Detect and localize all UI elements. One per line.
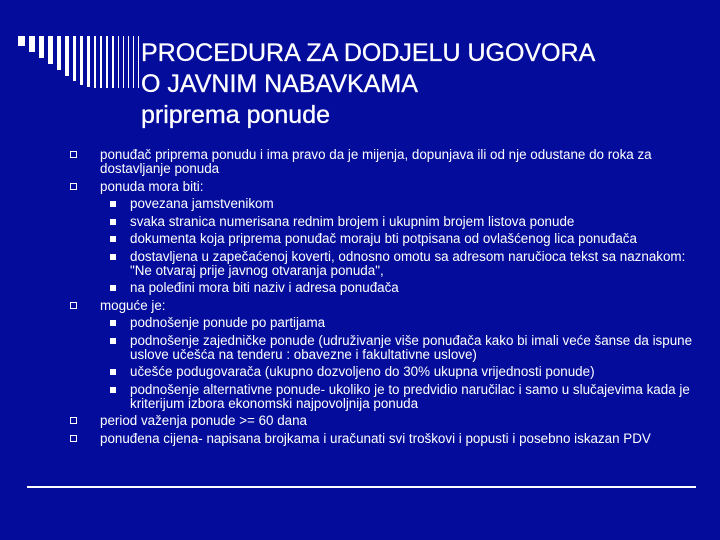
decorative-bar-strip xyxy=(18,36,148,88)
bullet-text: ponuđena cijena- napisana brojkama i uračunati svi troškovi i popusti i posebno iskazan PDV xyxy=(100,430,651,446)
sub-bullet-text: učešće podugovarača (ukupno dozvoljeno do 30% ukupna vrijednosti ponude) xyxy=(130,364,595,379)
filled-square-bullet-icon xyxy=(110,387,116,393)
slide-title xyxy=(141,38,701,131)
sub-bullet-item xyxy=(70,215,698,229)
bullet-item xyxy=(70,180,698,194)
bullet-item xyxy=(70,148,698,176)
bullet-text: period važenja ponude >= 60 dana xyxy=(100,413,307,428)
filled-square-bullet-icon xyxy=(110,369,116,375)
sub-bullet-text: na poleđini mora biti naziv i adresa ponuđača xyxy=(130,280,399,295)
sub-bullet-text: dostavljena u zapečaćenoj koverti, odnosno omotu sa adresom naručioca tekst sa naznakom: "Ne otvaraj prije javnog otvaranja ponuda", xyxy=(130,248,686,278)
bullet-text: ponuđač priprema ponudu i ima pravo da je mijenja, dopunjava ili od nje odustane do roka za dostavljanje ponuda xyxy=(100,147,652,176)
bullet-item xyxy=(70,299,698,313)
bottom-divider xyxy=(27,486,696,488)
sub-bullet-text: dokumenta koja priprema ponuđač moraju bti potpisana od ovlašćenog lica ponuđača xyxy=(130,231,637,246)
sub-bullet-text: povezana jamstvenikom xyxy=(130,196,274,211)
sub-bullet-text: podnošenje ponude po partijama xyxy=(130,315,326,330)
filled-square-bullet-icon xyxy=(110,254,116,260)
filled-square-bullet-icon xyxy=(110,320,116,326)
title-line-3: priprema ponude xyxy=(141,101,331,129)
hollow-square-bullet-icon xyxy=(70,151,77,158)
filled-square-bullet-icon xyxy=(110,219,116,225)
hollow-square-bullet-icon xyxy=(70,302,77,309)
hollow-square-bullet-icon xyxy=(70,417,77,424)
sub-bullet-text: svaka stranica numerisana rednim brojem i ukupnim brojem listova ponude xyxy=(130,213,575,229)
filled-square-bullet-icon xyxy=(110,236,116,242)
bullet-text: moguće je: xyxy=(100,297,166,313)
sub-bullet-text: podnošenje alternativne ponude- ukoliko je to predvidio naručilac i samo u slučajevima kada je kriterijum izbora ekonomski najpovoljnija ponuda xyxy=(130,381,690,411)
title-line-2: O JAVNIM NABAVKAMA xyxy=(141,70,418,98)
hollow-square-bullet-icon xyxy=(70,435,77,442)
sub-bullet-text: podnošenje zajedničke ponude (udruživanje više ponuđača kako bi imali veće šanse da ispune uslove učešća na tenderu : obavezne i fakultativne uslove) xyxy=(130,332,693,362)
sub-bullet-item xyxy=(70,365,698,379)
sub-bullet-item xyxy=(70,383,698,411)
sub-bullet-item xyxy=(70,232,698,246)
bullet-list xyxy=(70,148,698,449)
filled-square-bullet-icon xyxy=(110,338,116,344)
filled-square-bullet-icon xyxy=(110,285,116,291)
title-line-1: PROCEDURA ZA DODJELU UGOVORA xyxy=(141,39,596,67)
bullet-item xyxy=(70,432,698,446)
bullet-text: ponuda mora biti: xyxy=(100,178,204,194)
sub-bullet-item xyxy=(70,250,698,278)
sub-bullet-item xyxy=(70,334,698,362)
sub-bullet-item xyxy=(70,281,698,295)
sub-bullet-item xyxy=(70,316,698,330)
bullet-item xyxy=(70,414,698,428)
filled-square-bullet-icon xyxy=(110,201,116,207)
sub-bullet-item xyxy=(70,197,698,211)
hollow-square-bullet-icon xyxy=(70,183,77,190)
